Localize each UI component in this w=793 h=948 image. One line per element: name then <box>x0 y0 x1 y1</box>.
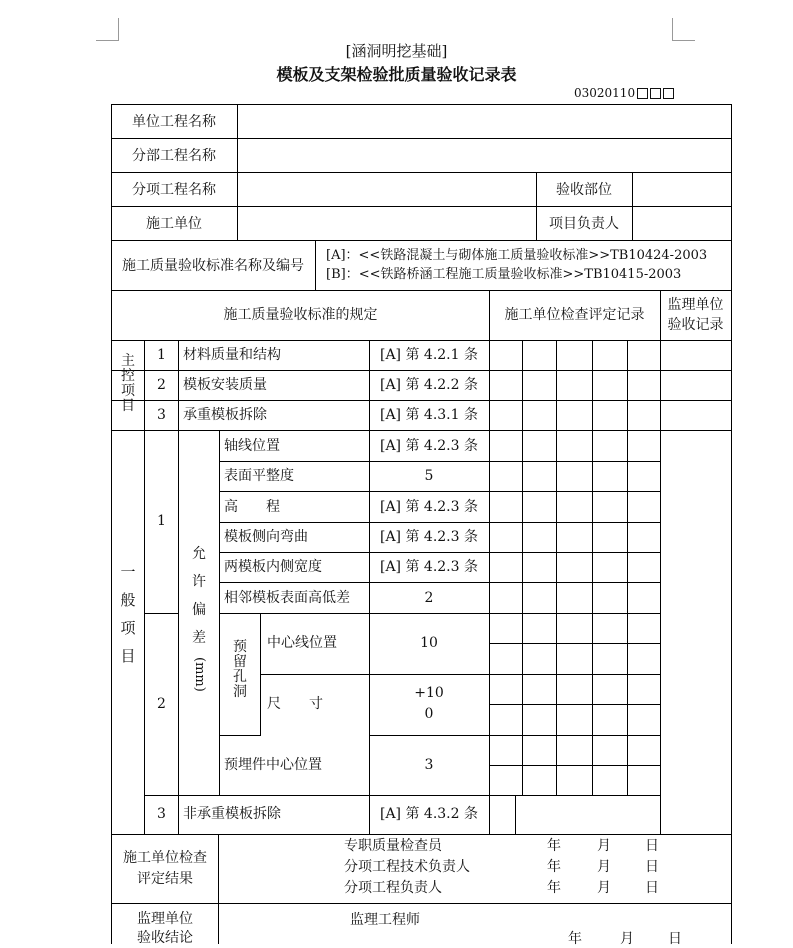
table-rule <box>111 104 732 105</box>
contractor-label: 施工单位 <box>146 216 202 232</box>
table-rule <box>592 340 593 796</box>
table-rule <box>489 552 661 553</box>
table-rule <box>219 522 370 523</box>
general-group-no: 1 <box>157 513 166 529</box>
supervisor-header-line2: 验收记录 <box>667 317 724 333</box>
table-rule <box>489 704 661 705</box>
main-item-name: 材料质量和结构 <box>183 347 281 363</box>
table-rule <box>111 290 732 291</box>
date-year: 年 <box>547 859 561 875</box>
project-manager-label: 项目负责人 <box>549 216 619 232</box>
date-day: 日 <box>645 838 659 854</box>
date-day: 日 <box>668 931 682 947</box>
general-items-char: 目 <box>120 647 136 665</box>
main-control-char: 控 <box>121 368 135 384</box>
table-rule <box>369 613 490 614</box>
deviation-char: 偏 <box>192 602 206 618</box>
table-rule <box>219 491 370 492</box>
table-rule <box>111 138 732 139</box>
table-rule <box>489 795 661 796</box>
general-items-char: 一 <box>120 563 136 581</box>
table-rule <box>369 582 490 583</box>
deviation-char: 差 <box>192 630 206 646</box>
date-month: 月 <box>597 880 611 896</box>
main-item-ref: [A] 第 4.2.2 条 <box>379 377 478 393</box>
supervisor-result-line1: 监理单位 <box>137 911 193 927</box>
general-items-label <box>116 558 140 670</box>
table-rule <box>111 400 732 401</box>
table-rule <box>489 582 661 583</box>
hole-center-name: 中心线位置 <box>267 635 337 651</box>
table-rule <box>522 340 523 796</box>
code-box <box>663 88 674 99</box>
hole-size-ref-upper: +10 <box>414 685 444 701</box>
contractor-result-line1: 施工单位检查 <box>123 850 207 866</box>
date-month: 月 <box>597 859 611 875</box>
main-item-name: 承重模板拆除 <box>183 407 267 423</box>
date-month: 月 <box>620 931 634 947</box>
hole-size-ref-lower: 0 <box>424 706 434 722</box>
unit-project-label: 单位工程名称 <box>132 114 216 130</box>
table-rule <box>369 552 490 553</box>
non-load-formwork-name: 非承重模板拆除 <box>183 806 281 822</box>
main-item-ref: [A] 第 4.3.1 条 <box>379 407 478 423</box>
table-rule <box>178 340 179 835</box>
crop-mark-right <box>672 18 695 41</box>
table-rule <box>315 240 316 291</box>
table-rule <box>489 643 661 644</box>
date-year: 年 <box>568 931 582 947</box>
supervisor-result-line2: 验收结论 <box>137 930 193 946</box>
hole-size-name: 尺 寸 <box>267 696 323 712</box>
general-group-no: 3 <box>157 806 166 822</box>
table-rule <box>260 674 370 675</box>
table-rule <box>144 613 179 614</box>
code-box <box>650 88 661 99</box>
table-rule <box>111 430 732 431</box>
table-rule <box>731 104 732 944</box>
date-year: 年 <box>547 838 561 854</box>
document-subtitle: [涵洞明挖基础] <box>345 42 448 60</box>
table-rule <box>489 765 661 766</box>
main-control-char: 项 <box>121 383 135 399</box>
main-item-no: 2 <box>157 377 166 393</box>
form-code-number: 03020110 <box>574 86 636 100</box>
supervisor-engineer-label: 监理工程师 <box>350 912 420 928</box>
supervisor-header-line1: 监理单位 <box>667 297 724 313</box>
table-rule <box>111 172 732 173</box>
table-rule <box>218 834 219 944</box>
crop-mark-left <box>96 18 119 41</box>
table-rule <box>627 340 628 796</box>
table-rule <box>219 552 370 553</box>
table-rule <box>632 172 633 241</box>
table-rule <box>219 461 370 462</box>
deviation-char: 允 <box>192 546 206 562</box>
table-rule <box>111 206 732 207</box>
date-day: 日 <box>645 880 659 896</box>
table-rule <box>369 522 490 523</box>
table-rule <box>489 735 661 736</box>
date-day: 日 <box>645 859 659 875</box>
table-rule <box>219 735 261 736</box>
table-rule <box>369 735 490 736</box>
table-rule <box>489 613 661 614</box>
spec-column-header: 施工质量验收标准的规定 <box>223 307 378 323</box>
signer-tech-lead: 分项工程技术负责人 <box>344 859 470 875</box>
standard-a: [A]：<<铁路混凝土与砌体施工质量验收标准>>TB10424-2003 <box>326 248 708 263</box>
contractor-result-line2: 评定结果 <box>137 871 193 887</box>
deviation-char: 许 <box>192 574 206 590</box>
tolerance-item-name: 模板侧向弯曲 <box>224 529 308 545</box>
form-code <box>574 86 674 100</box>
reserved-hole-label <box>226 640 254 700</box>
tolerance-item-ref: [A] 第 4.2.3 条 <box>379 438 478 454</box>
table-rule <box>489 290 490 835</box>
acceptance-part-label: 验收部位 <box>556 182 612 198</box>
table-rule <box>111 834 732 835</box>
main-item-ref: [A] 第 4.2.1 条 <box>379 347 478 363</box>
standard-b: [B]：<<铁路桥涵工程施工质量验收标准>>TB10415-2003 <box>326 267 682 282</box>
tolerance-item-name: 两模板内侧宽度 <box>224 559 322 575</box>
reserved-hole-char: 留 <box>233 654 247 670</box>
table-rule <box>369 461 490 462</box>
table-rule <box>515 795 516 835</box>
table-rule <box>219 613 370 614</box>
non-load-formwork-ref: [A] 第 4.3.2 条 <box>379 806 478 822</box>
embedded-part-name: 预埋件中心位置 <box>224 757 322 773</box>
table-rule <box>111 370 732 371</box>
main-item-no: 3 <box>157 407 166 423</box>
contractor-check-header: 施工单位检查评定记录 <box>504 307 645 323</box>
table-rule <box>489 491 661 492</box>
table-rule <box>111 240 732 241</box>
tolerance-item-ref: [A] 第 4.2.3 条 <box>379 559 478 575</box>
main-control-char: 目 <box>121 398 135 414</box>
tolerance-item-name: 表面平整度 <box>224 468 294 484</box>
tolerance-item-ref: 2 <box>424 590 434 606</box>
table-rule <box>144 795 490 796</box>
general-items-char: 项 <box>120 619 136 637</box>
standard-label: 施工质量验收标准名称及编号 <box>122 258 304 274</box>
allowed-deviation-label <box>184 540 214 692</box>
reserved-hole-char: 孔 <box>233 669 247 685</box>
reserved-hole-char: 预 <box>233 639 247 655</box>
deviation-unit: (mm) <box>192 657 207 692</box>
general-items-char: 般 <box>120 591 136 609</box>
main-item-no: 1 <box>157 347 166 363</box>
table-rule <box>556 340 557 796</box>
reserved-hole-char: 洞 <box>233 684 247 700</box>
table-rule <box>219 582 370 583</box>
table-rule <box>111 903 732 904</box>
table-rule <box>369 491 490 492</box>
table-rule <box>660 290 661 835</box>
hole-center-ref: 10 <box>420 635 438 651</box>
signer-item-lead: 分项工程负责人 <box>344 880 442 896</box>
tolerance-item-name: 轴线位置 <box>224 438 280 454</box>
table-rule <box>489 674 661 675</box>
tolerance-item-ref: [A] 第 4.2.3 条 <box>379 499 478 515</box>
tolerance-item-name: 相邻模板表面高低差 <box>224 590 350 606</box>
main-control-char: 主 <box>121 353 135 369</box>
general-group-no: 2 <box>157 696 166 712</box>
tolerance-item-ref: [A] 第 4.2.3 条 <box>379 529 478 545</box>
date-year: 年 <box>547 880 561 896</box>
item-project-label: 分项工程名称 <box>132 182 216 198</box>
table-rule <box>111 340 732 341</box>
code-box <box>637 88 648 99</box>
embedded-part-ref: 3 <box>424 757 434 773</box>
table-rule <box>489 461 661 462</box>
main-control-label <box>116 354 140 414</box>
signer-quality-inspector: 专职质量检查员 <box>344 838 442 854</box>
table-rule <box>369 674 490 675</box>
table-rule <box>489 522 661 523</box>
tolerance-item-ref: 5 <box>424 468 434 484</box>
sub-project-label: 分部工程名称 <box>132 148 216 164</box>
table-rule <box>219 430 220 796</box>
date-month: 月 <box>597 838 611 854</box>
document-title: 模板及支架检验批质量验收记录表 <box>276 65 517 84</box>
table-rule <box>237 104 238 241</box>
main-item-name: 模板安装质量 <box>183 377 267 393</box>
tolerance-item-name: 高 程 <box>224 499 280 515</box>
